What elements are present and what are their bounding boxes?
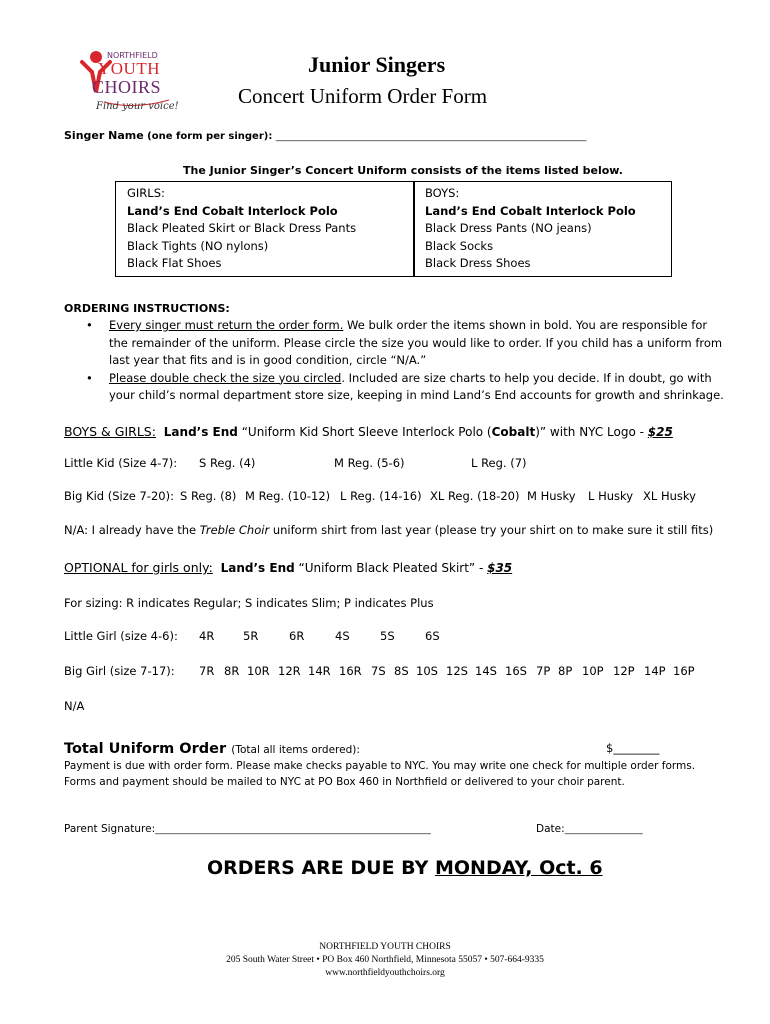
page-title: Junior Singers — [308, 52, 446, 77]
polo-heading: BOYS & GIRLS: Land’s End “Uniform Kid Short Sleeve Interlock Polo (Cobalt)” with NYC Logo - $25 — [64, 424, 673, 439]
size-option[interactable]: 4S — [335, 629, 350, 643]
parent-signature-label: Parent Signature: — [64, 823, 156, 835]
polo-little-label: Little Kid (Size 4-7): — [64, 456, 178, 470]
uniform-intro: The Junior Singer’s Concert Uniform consists of the items listed below. — [183, 164, 623, 177]
skirt-price: $35 — [487, 561, 513, 575]
size-option[interactable]: XL Reg. (18-20) — [430, 489, 520, 503]
size-option[interactable]: 8R — [224, 664, 240, 678]
total-amount-field[interactable]: $________ — [606, 741, 660, 755]
payment-note-2: Forms and payment should be mailed to NYC at PO Box 460 in Northfield or delivered to your choir parent. — [64, 776, 625, 788]
size-option[interactable]: 6R — [289, 629, 305, 643]
skirt-heading: OPTIONAL for girls only: Land’s End “Uniform Black Pleated Skirt” - $35 — [64, 560, 513, 575]
singer-name-row — [64, 129, 586, 142]
polo-price: $25 — [647, 425, 673, 439]
girls-item: Black Tights (NO nylons) — [127, 238, 269, 253]
size-option[interactable]: XL Husky — [643, 489, 696, 503]
size-option[interactable]: L Reg. (7) — [471, 456, 527, 470]
size-option[interactable]: 10S — [416, 664, 438, 678]
girls-heading: GIRLS: — [127, 186, 165, 200]
size-option[interactable]: M Husky — [527, 489, 576, 503]
skirt-little-label: Little Girl (size 4-6): — [64, 629, 178, 643]
total-label: Total Uniform Order — [64, 741, 227, 757]
boys-item: Land’s End Cobalt Interlock Polo — [425, 203, 636, 218]
polo-na-option[interactable]: N/A: I already have the Treble Choir uniform shirt from last year (please try your shirt on to make sure it still fits) — [64, 523, 714, 537]
date-label: Date: — [536, 823, 565, 835]
size-option[interactable]: S Reg. (8) — [180, 489, 237, 503]
total-row — [64, 738, 360, 757]
boys-uniform-box — [414, 181, 672, 277]
skirt-label: OPTIONAL for girls only: — [64, 560, 213, 575]
size-option[interactable]: 4R — [199, 629, 215, 643]
instructions-heading: ORDERING INSTRUCTIONS: — [64, 302, 230, 315]
size-option[interactable]: 8P — [558, 664, 573, 678]
logo-choirs: CHOIRS — [92, 77, 162, 97]
girls-uniform-box — [115, 181, 414, 277]
size-option[interactable]: 16R — [339, 664, 362, 678]
size-option[interactable]: 12S — [446, 664, 468, 678]
date-row — [536, 823, 643, 835]
instruction-item: • Every singer must return the order form. We bulk order the items shown in bold. You are responsible for the remainder of the uniform. Please circle the size you would like to order. If you child has a uniform from last year that fits and is in good condition, circle “N/A.” — [86, 318, 723, 367]
total-note: (Total all items ordered): — [231, 744, 360, 756]
girls-item: Black Pleated Skirt or Black Dress Pants — [127, 221, 357, 235]
size-option[interactable]: L Husky — [588, 489, 634, 503]
size-option[interactable]: 10R — [247, 664, 270, 678]
boys-item: Black Dress Pants (NO jeans) — [425, 221, 592, 235]
footer-website[interactable]: www.northfieldyouthchoirs.org — [325, 968, 445, 978]
instruction-item: • Please double check the size you circled. Included are size charts to help you decide. If in doubt, go with your child’s normal department store size, keeping in mind Land’s End accounts for growth and shrinkage. — [86, 370, 724, 402]
size-option[interactable]: 14P — [644, 664, 666, 678]
footer-org: NORTHFIELD YOUTH CHOIRS — [319, 942, 451, 952]
size-option[interactable]: 6S — [425, 629, 440, 643]
signature-row — [64, 823, 431, 835]
polo-label: BOYS & GIRLS: — [64, 424, 156, 439]
size-option[interactable]: 10P — [582, 664, 604, 678]
skirt-sizing-note: For sizing: R indicates Regular; S indicates Slim; P indicates Plus — [64, 596, 434, 610]
size-option[interactable]: 12P — [613, 664, 635, 678]
size-option[interactable]: 12R — [278, 664, 301, 678]
size-option[interactable]: 14R — [308, 664, 331, 678]
singer-name-label: Singer Name — [64, 129, 144, 142]
logo-tagline: Find your voice! — [96, 101, 179, 112]
singer-name-field[interactable]: _____________________________________________________________________ — [275, 132, 587, 142]
page-subtitle: Concert Uniform Order Form — [238, 84, 488, 108]
logo-northfield: NORTHFIELD — [107, 51, 158, 60]
due-date-notice: ORDERS ARE DUE BY MONDAY, Oct. 6 — [207, 857, 603, 879]
size-option[interactable]: 7P — [536, 664, 551, 678]
bullet: • — [86, 318, 93, 332]
size-option[interactable]: 5R — [243, 629, 259, 643]
nyc-logo — [74, 44, 184, 120]
skirt-na-option[interactable]: N/A — [64, 699, 85, 713]
size-option[interactable]: S Reg. (4) — [199, 456, 256, 470]
payment-note-1: Payment is due with order form. Please make checks payable to NYC. You may write one check for multiple order forms. — [64, 760, 696, 772]
size-option[interactable]: 16S — [505, 664, 527, 678]
bullet: • — [86, 370, 93, 385]
date-field[interactable]: _________________ — [564, 824, 643, 835]
size-option[interactable]: 5S — [380, 629, 395, 643]
polo-big-label: Big Kid (Size 7-20): — [64, 489, 174, 503]
boys-item: Black Socks — [425, 238, 494, 253]
instructions-list — [64, 317, 724, 405]
girls-item: Black Flat Shoes — [127, 256, 222, 270]
logo-youth: YOUTH — [98, 59, 160, 78]
singer-name-note: (one form per singer): — [147, 131, 273, 142]
girls-item: Land’s End Cobalt Interlock Polo — [127, 203, 338, 218]
size-option[interactable]: L Reg. (14-16) — [340, 489, 422, 503]
size-option[interactable]: 8S — [394, 664, 409, 678]
boys-heading: BOYS: — [425, 186, 460, 200]
size-option[interactable]: 14S — [475, 664, 497, 678]
size-option[interactable]: M Reg. (5-6) — [334, 456, 405, 470]
parent-signature-field[interactable]: ____________________________________________________________ — [155, 824, 431, 835]
size-option[interactable]: 16P — [673, 664, 695, 678]
size-option[interactable]: 7S — [371, 664, 386, 678]
size-option[interactable]: 7R — [199, 664, 215, 678]
size-option[interactable]: M Reg. (10-12) — [245, 489, 331, 503]
skirt-big-label: Big Girl (size 7-17): — [64, 664, 175, 678]
due-date: MONDAY, Oct. 6 — [435, 857, 603, 879]
boys-item: Black Dress Shoes — [425, 256, 531, 270]
footer-address: 205 South Water Street • PO Box 460 Northfield, Minnesota 55057 • 507-664-9335 — [226, 955, 544, 965]
